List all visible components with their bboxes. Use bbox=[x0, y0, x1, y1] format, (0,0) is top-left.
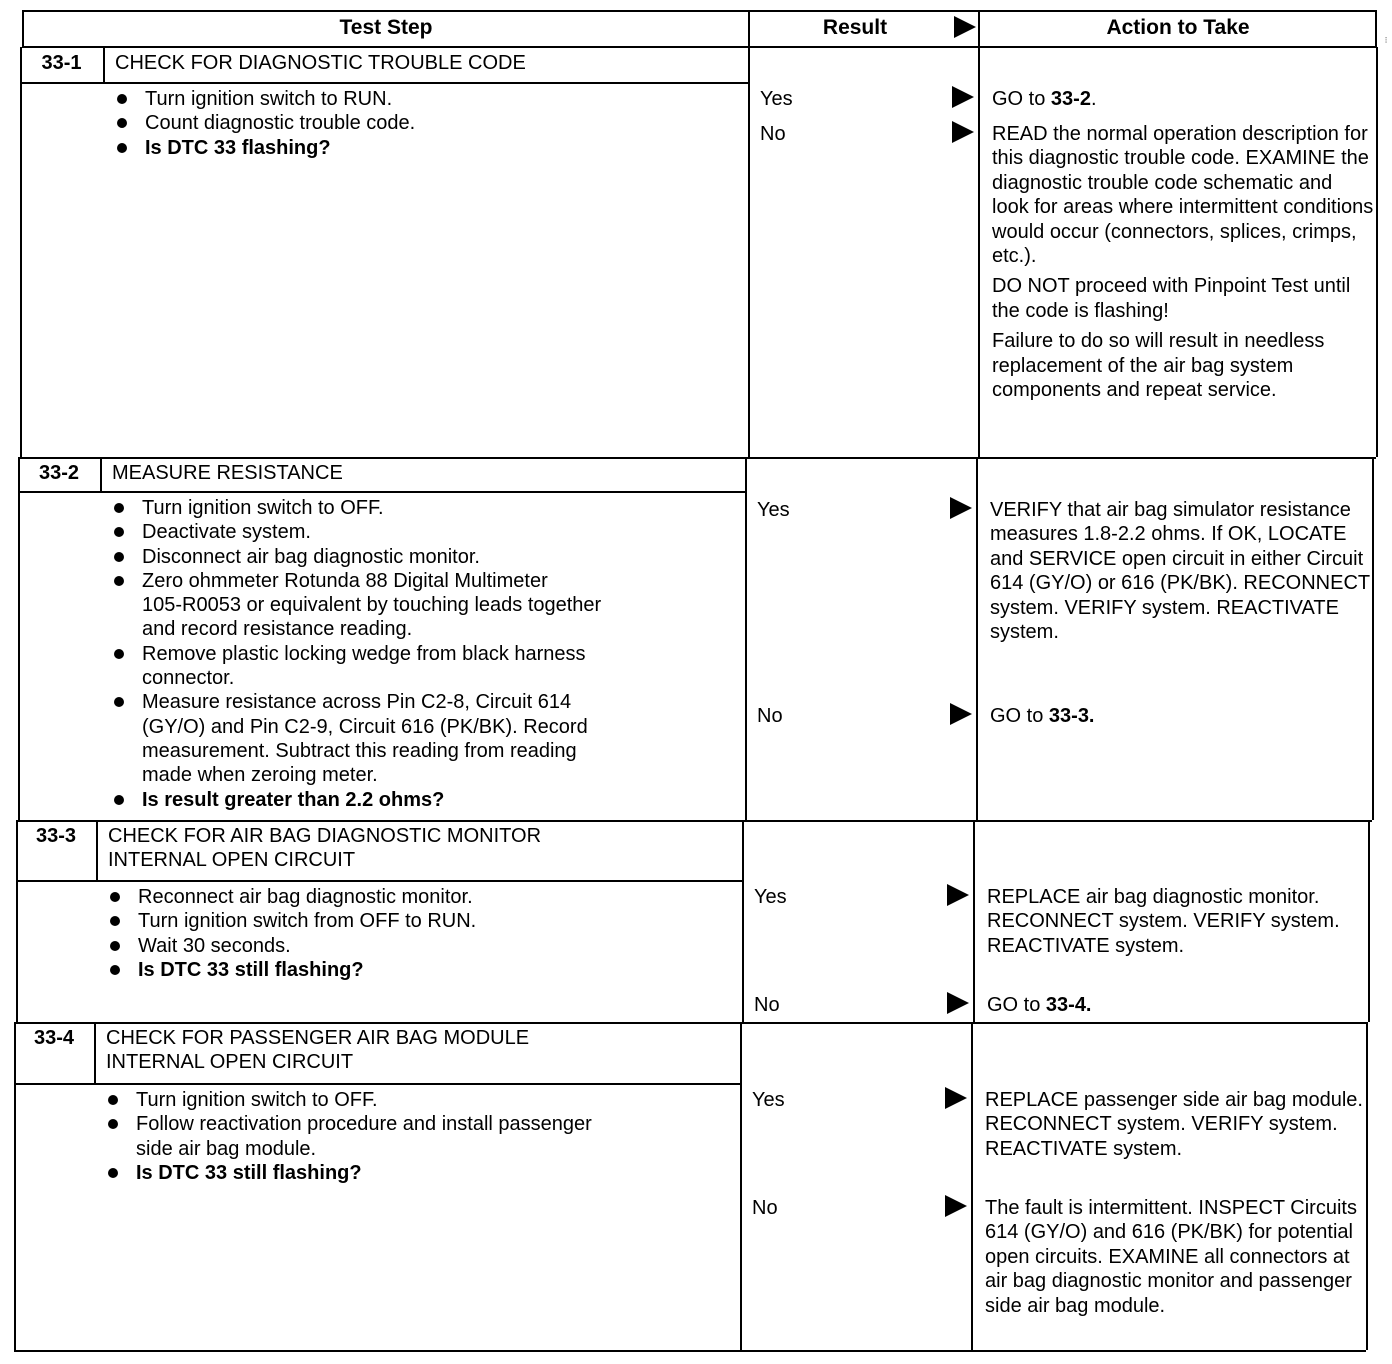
step-title: CHECK FOR AIR BAG DIAGNOSTIC MONITOR INTERNAL OPEN CIRCUIT bbox=[108, 825, 542, 871]
result-yes: Yes bbox=[754, 886, 787, 908]
step-checklist bbox=[111, 87, 744, 160]
bullet-icon bbox=[110, 916, 120, 926]
step-instruction: Turn ignition switch to RUN. bbox=[111, 87, 744, 111]
step-question: Is DTC 33 still flashing? bbox=[102, 1161, 736, 1185]
step-instruction: Count diagnostic trouble code. bbox=[111, 111, 744, 135]
result-no: No bbox=[752, 1197, 778, 1219]
result-arrow-icon bbox=[945, 1195, 967, 1217]
row-bottom-border bbox=[14, 1350, 1366, 1352]
header-left-border bbox=[22, 10, 24, 48]
result-arrow-icon bbox=[950, 497, 972, 519]
table-top-border bbox=[22, 10, 1376, 12]
step-instruction: Follow reactivation procedure and install passenger side air bag module. bbox=[102, 1112, 736, 1161]
row-right-border bbox=[1368, 820, 1370, 1022]
row-divider-result bbox=[748, 47, 750, 457]
bullet-icon bbox=[114, 576, 124, 586]
header-bottom-border bbox=[22, 46, 1376, 48]
result-arrow-icon bbox=[952, 86, 974, 108]
bullet-icon bbox=[110, 965, 120, 975]
row-right-border bbox=[1376, 47, 1378, 457]
result-arrow-icon bbox=[947, 992, 969, 1014]
bullet-icon bbox=[114, 552, 124, 562]
row-left-border bbox=[16, 820, 18, 1022]
step-question: Is DTC 33 still flashing? bbox=[104, 958, 738, 982]
bullet-icon bbox=[110, 941, 120, 951]
step-instruction: Reconnect air bag diagnostic monitor. bbox=[104, 885, 738, 909]
result-arrow-icon bbox=[947, 884, 969, 906]
result-no: No bbox=[757, 705, 783, 727]
step-instruction: Turn ignition switch to OFF. bbox=[102, 1088, 736, 1112]
bullet-icon bbox=[110, 892, 120, 902]
bullet-icon bbox=[114, 795, 124, 805]
step-title-bottom-border bbox=[14, 1083, 740, 1085]
step-instruction: Disconnect air bag diagnostic monitor. bbox=[108, 545, 741, 569]
scanned-page-edge: ⁝ bbox=[1384, 35, 1388, 45]
header-divider-result bbox=[748, 10, 750, 48]
action-to-take: REPLACE passenger side air bag module. RECONNECT system. VERIFY system. REACTIVATE system. bbox=[985, 1089, 1363, 1160]
step-number-divider bbox=[96, 820, 98, 880]
result-arrow-icon bbox=[952, 121, 974, 143]
row-bottom-border bbox=[18, 820, 1372, 822]
step-instruction: Wait 30 seconds. bbox=[104, 934, 738, 958]
bullet-icon bbox=[114, 527, 124, 537]
header-result: Result bbox=[822, 16, 888, 39]
row-left-border bbox=[14, 1022, 16, 1350]
step-number-divider bbox=[100, 457, 102, 491]
row-divider-result bbox=[742, 820, 744, 1022]
result-no: No bbox=[760, 123, 786, 145]
step-instruction: Measure resistance across Pin C2-8, Circuit 614 (GY/O) and Pin C2-9, Circuit 616 (PK/BK). Record measurement. Subtract this reading from reading made when zeroing meter. bbox=[108, 690, 741, 787]
bullet-icon bbox=[108, 1119, 118, 1129]
header-right-border bbox=[1375, 10, 1377, 48]
result-yes: Yes bbox=[752, 1089, 785, 1111]
action-to-take: GO to 33-2. bbox=[992, 88, 1097, 110]
row-left-border bbox=[20, 47, 22, 457]
step-checklist bbox=[102, 1088, 736, 1185]
step-question: Is DTC 33 flashing? bbox=[111, 136, 744, 160]
action-to-take: GO to 33-3. bbox=[990, 705, 1095, 727]
bullet-icon bbox=[108, 1168, 118, 1178]
step-title-bottom-border bbox=[18, 491, 745, 493]
row-divider-result bbox=[745, 457, 747, 820]
step-number: 33-1 bbox=[41, 52, 82, 74]
row-right-border bbox=[1366, 1022, 1368, 1350]
row-divider-action bbox=[976, 457, 978, 820]
step-instruction: Zero ohmmeter Rotunda 88 Digital Multimeter 105-R0053 or equivalent by touching leads together and record resistance reading. bbox=[108, 569, 741, 642]
action-to-take: READ the normal operation description for this diagnostic trouble code. EXAMINE the diagnostic trouble code schematic and look for areas where intermittent conditions would occur (connectors, splices, crimps, etc.). DO NOT proceed with Pinpoint Test until the code is flashing! Failure to do so will result in needless replacement of the air bag system components and repeat service. bbox=[992, 123, 1374, 402]
row-divider-action bbox=[971, 1022, 973, 1350]
row-right-border bbox=[1372, 457, 1374, 820]
row-bottom-border bbox=[20, 457, 1376, 459]
header-test-step: Test Step bbox=[339, 16, 433, 39]
step-number-divider bbox=[94, 1022, 96, 1083]
step-checklist bbox=[108, 496, 741, 812]
step-title-bottom-border bbox=[20, 82, 748, 84]
header-action: Action to Take bbox=[1106, 16, 1250, 39]
step-instruction: Remove plastic locking wedge from black harness connector. bbox=[108, 642, 741, 691]
step-instruction: Turn ignition switch from OFF to RUN. bbox=[104, 909, 738, 933]
action-to-take: VERIFY that air bag simulator resistance measures 1.8-2.2 ohms. If OK, LOCATE and SERVICE open circuit in either Circuit 614 (GY/O) or 616 (PK/BK). RECONNECT system. VERIFY system. REACTIVATE system. bbox=[990, 499, 1370, 644]
result-no: No bbox=[754, 994, 780, 1016]
action-to-take: The fault is intermittent. INSPECT Circuits 614 (GY/O) and 616 (PK/BK) for potential open circuits. EXAMINE all connectors at air bag diagnostic monitor and passenger side air bag module. bbox=[985, 1197, 1357, 1317]
bullet-icon bbox=[114, 503, 124, 513]
step-question: Is result greater than 2.2 ohms? bbox=[108, 788, 741, 812]
header-result-arrow-icon bbox=[954, 16, 976, 38]
step-number-divider bbox=[103, 47, 105, 82]
bullet-icon bbox=[117, 118, 127, 128]
row-divider-result bbox=[740, 1022, 742, 1350]
bullet-icon bbox=[117, 94, 127, 104]
row-left-border bbox=[18, 457, 20, 820]
step-title: CHECK FOR PASSENGER AIR BAG MODULE INTERNAL OPEN CIRCUIT bbox=[106, 1027, 530, 1073]
action-to-take: GO to 33-4. bbox=[987, 994, 1092, 1016]
bullet-icon bbox=[114, 649, 124, 659]
step-title: CHECK FOR DIAGNOSTIC TROUBLE CODE bbox=[115, 52, 526, 74]
bullet-icon bbox=[117, 143, 127, 153]
step-instruction: Turn ignition switch to OFF. bbox=[108, 496, 741, 520]
result-arrow-icon bbox=[945, 1087, 967, 1109]
step-number: 33-3 bbox=[35, 825, 77, 847]
step-instruction: Deactivate system. bbox=[108, 520, 741, 544]
step-title: MEASURE RESISTANCE bbox=[112, 462, 343, 484]
action-to-take: REPLACE air bag diagnostic monitor. RECONNECT system. VERIFY system. REACTIVATE system. bbox=[987, 886, 1340, 957]
bullet-icon bbox=[108, 1095, 118, 1105]
step-number: 33-2 bbox=[38, 462, 80, 484]
header-divider-action bbox=[978, 10, 980, 48]
result-yes: Yes bbox=[760, 88, 793, 110]
row-divider-action bbox=[978, 47, 980, 457]
step-title-bottom-border bbox=[16, 880, 742, 882]
step-checklist bbox=[104, 885, 738, 982]
result-yes: Yes bbox=[757, 499, 790, 521]
result-arrow-icon bbox=[950, 703, 972, 725]
step-number: 33-4 bbox=[33, 1027, 75, 1049]
row-divider-action bbox=[973, 820, 975, 1022]
bullet-icon bbox=[114, 697, 124, 707]
